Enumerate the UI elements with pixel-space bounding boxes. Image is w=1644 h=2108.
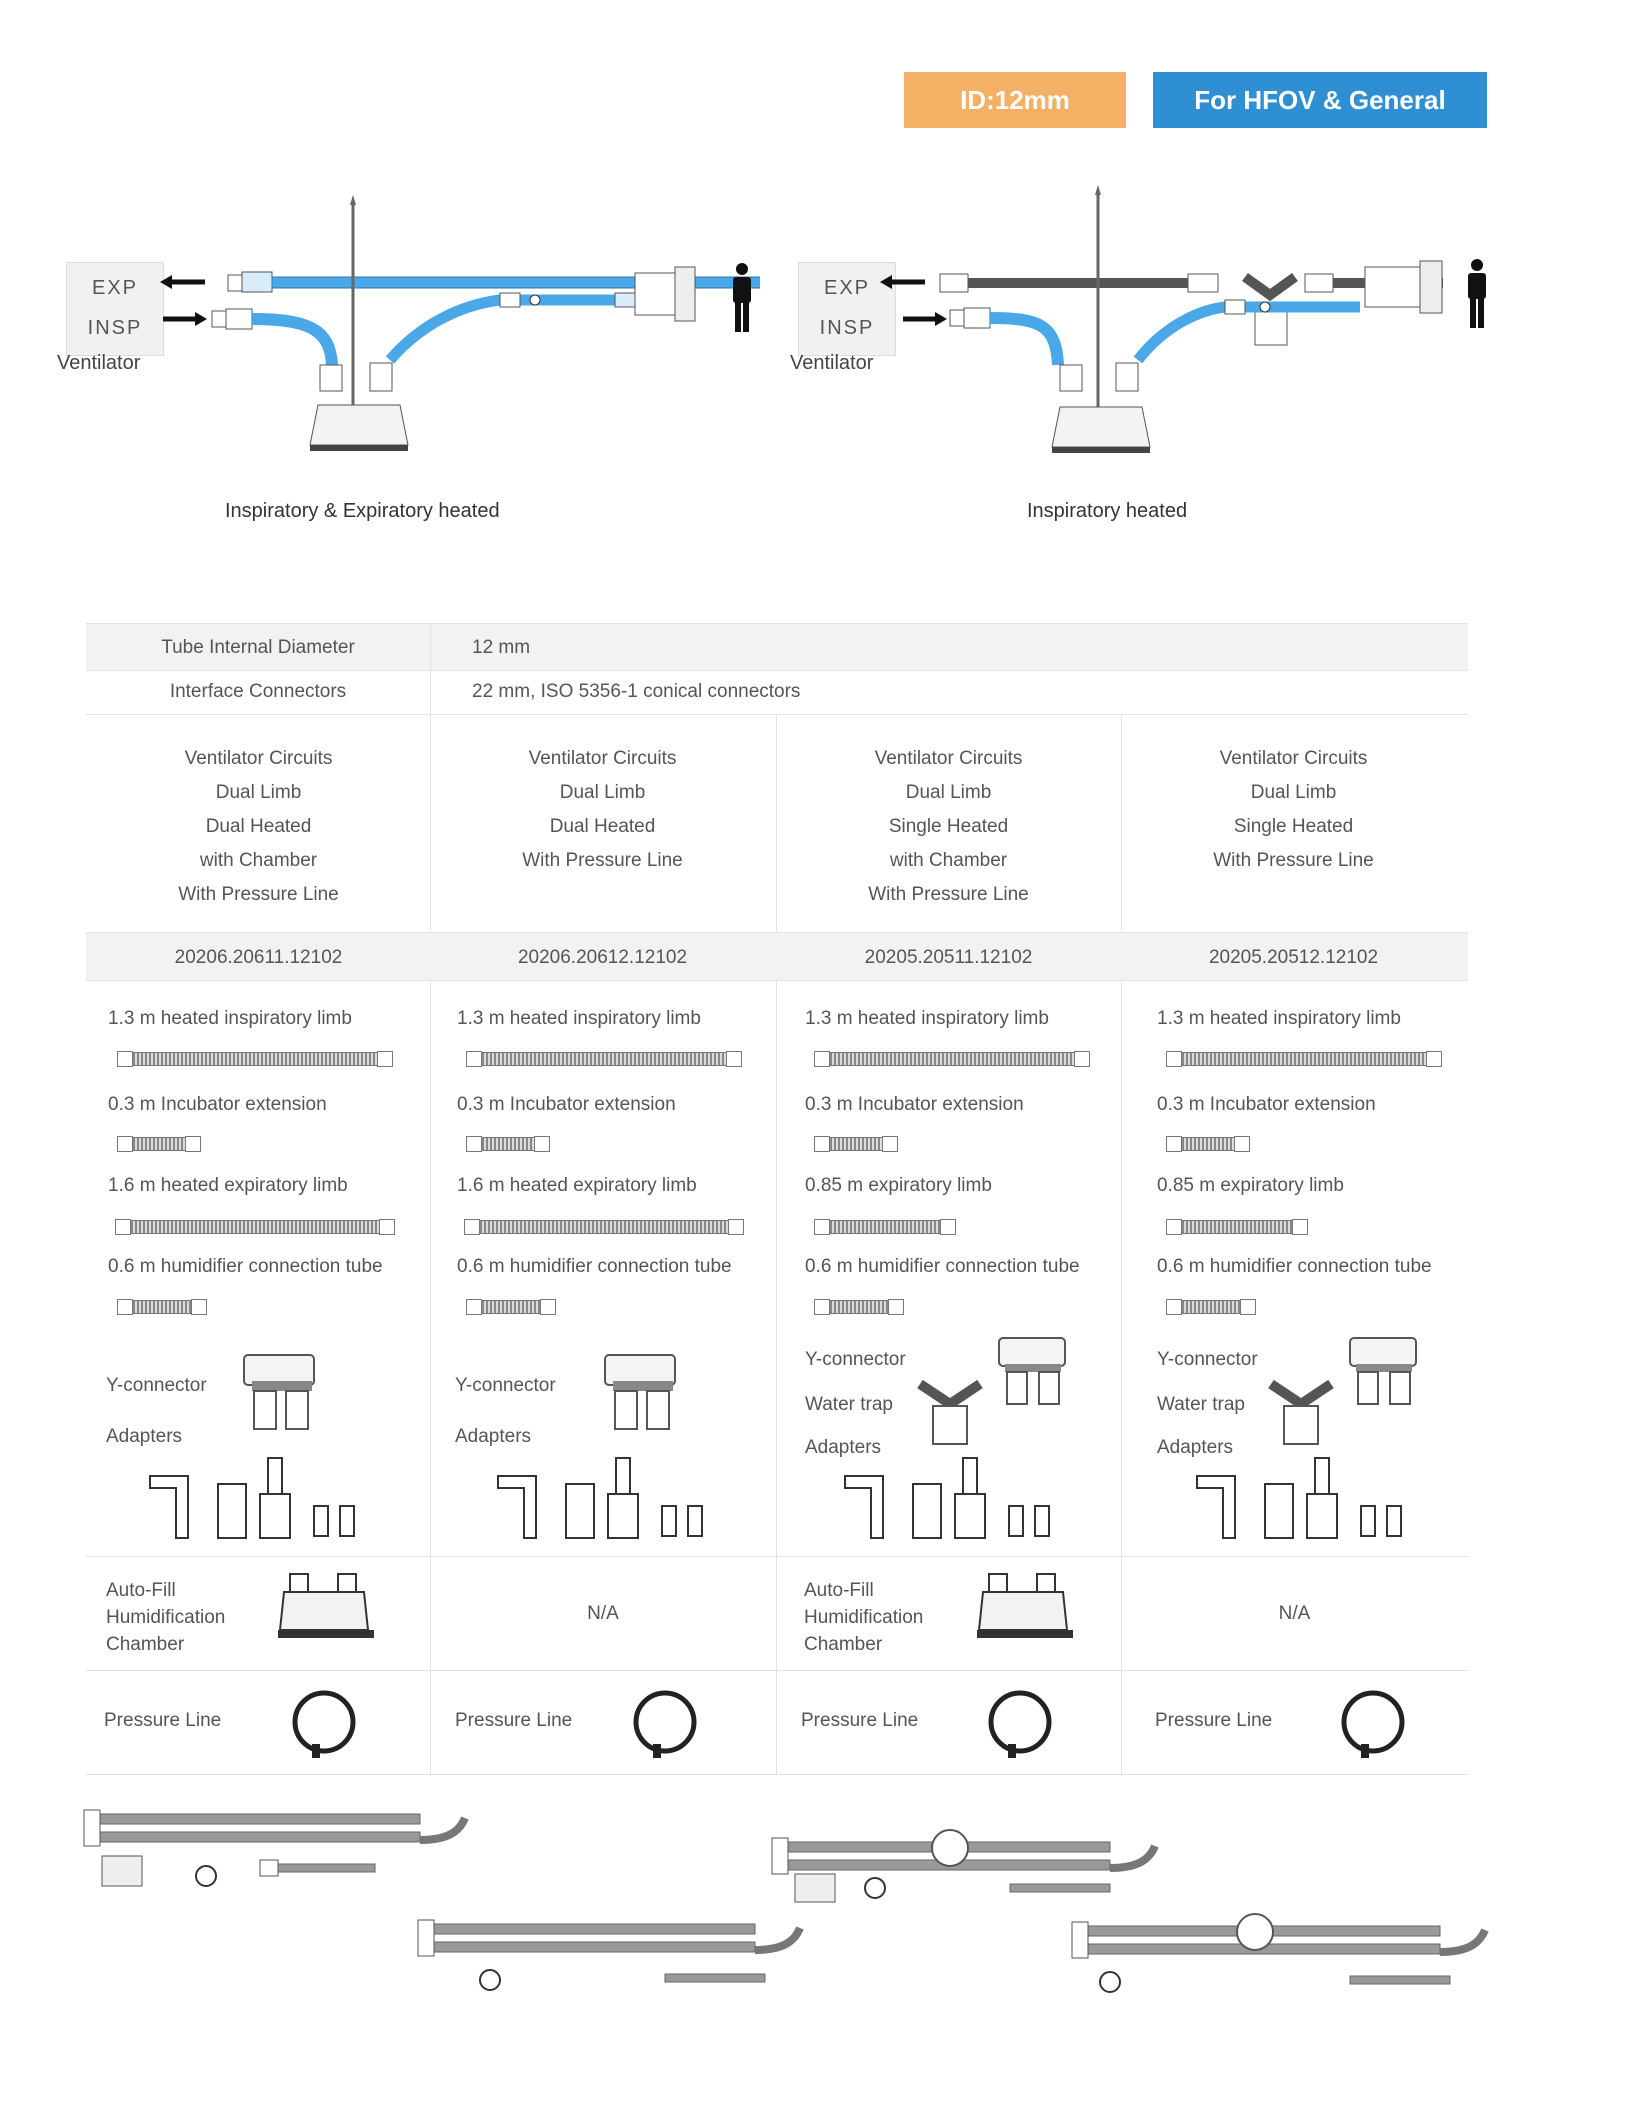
product-name-2 — [430, 742, 775, 878]
name-line: Dual Limb — [1250, 782, 1337, 803]
name-line: Dual Limb — [905, 782, 992, 803]
name-line: Dual Limb — [215, 782, 302, 803]
tube-image — [481, 1052, 727, 1066]
name-line: With Pressure Line — [522, 850, 683, 871]
id-badge: ID:12mm — [904, 72, 1126, 128]
circuit-kits-illustration — [80, 1800, 1580, 2000]
humidification-chamber-icon — [276, 1572, 376, 1644]
pressure-line-label: Pressure Line — [1155, 1710, 1273, 1731]
product-code-3: 20205.20511.12102 — [864, 947, 1033, 968]
interface-connectors-label: Interface Connectors — [169, 681, 347, 702]
circuit-illustration-right — [880, 185, 1460, 465]
name-line: Single Heated — [888, 816, 1009, 837]
name-line: Ventilator Circuits — [528, 748, 677, 769]
name-line: Dual Heated — [205, 816, 312, 837]
insp-label: INSP — [87, 317, 143, 339]
pressure-line-icon — [986, 1688, 1056, 1760]
pressure-line-icon — [1339, 1688, 1409, 1760]
product-name-3 — [776, 742, 1121, 912]
kit-2 — [418, 1920, 800, 1990]
exp-label: EXP — [91, 277, 139, 299]
chamber-label-1 — [106, 1577, 225, 1658]
name-line: With Pressure Line — [868, 884, 1029, 905]
y-connector-icon — [603, 1353, 683, 1433]
chamber-line: Humidification — [106, 1607, 226, 1628]
tube-image — [132, 1052, 378, 1066]
name-line: Ventilator Circuits — [1219, 748, 1368, 769]
water-trap-icon — [915, 1336, 1075, 1446]
item-humidifier-tube: 0.6 m humidifier connection tube — [457, 1256, 732, 1277]
item-incubator-extension: 0.3 m Incubator extension — [1157, 1094, 1376, 1115]
name-line: Ventilator Circuits — [184, 748, 333, 769]
tube-image — [1181, 1220, 1293, 1234]
pressure-line-label: Pressure Line — [104, 1710, 222, 1731]
tube-image — [829, 1220, 941, 1234]
adapters-icon — [496, 1456, 716, 1540]
name-line: with Chamber — [889, 850, 1008, 871]
pressure-line-label: Pressure Line — [801, 1710, 919, 1731]
tube-image — [130, 1220, 380, 1234]
adapters-label: Adapters — [805, 1437, 882, 1458]
item-incubator-extension: 0.3 m Incubator extension — [457, 1094, 676, 1115]
patient-icon-left — [727, 262, 757, 334]
tube-image — [829, 1137, 883, 1151]
chamber-label-3 — [804, 1577, 923, 1658]
name-line: Ventilator Circuits — [874, 748, 1023, 769]
item-inspiratory-limb: 1.3 m heated inspiratory limb — [108, 1008, 352, 1029]
item-expiratory-limb: 1.6 m heated expiratory limb — [108, 1175, 348, 1196]
tube-image — [132, 1300, 192, 1314]
y-connector-label: Y-connector — [1157, 1349, 1258, 1370]
name-line: Dual Limb — [559, 782, 646, 803]
chamber-line: Chamber — [804, 1634, 883, 1655]
chamber-line: Auto-Fill — [106, 1580, 176, 1601]
tube-image — [481, 1137, 535, 1151]
name-line: With Pressure Line — [1213, 850, 1374, 871]
adapters-icon — [1195, 1456, 1415, 1540]
product-name-1 — [86, 742, 431, 912]
ventilator-label-right: Ventilator — [790, 352, 874, 374]
insp-label: INSP — [819, 317, 875, 339]
circuit-illustration-left — [160, 195, 760, 465]
tube-diameter-value: 12 mm — [472, 637, 531, 658]
tube-image — [1181, 1300, 1241, 1314]
adapters-label: Adapters — [106, 1426, 183, 1447]
chamber-line: Humidification — [804, 1607, 924, 1628]
tube-image — [479, 1220, 729, 1234]
humidification-chamber-icon — [975, 1572, 1075, 1644]
item-expiratory-limb: 1.6 m heated expiratory limb — [457, 1175, 697, 1196]
item-incubator-extension: 0.3 m Incubator extension — [805, 1094, 1024, 1115]
product-name-4 — [1121, 742, 1466, 878]
pressure-line-icon — [290, 1688, 360, 1760]
pressure-line-label: Pressure Line — [455, 1710, 573, 1731]
tube-image — [1181, 1052, 1427, 1066]
product-code-1: 20206.20611.12102 — [174, 947, 343, 968]
water-trap-label: Water trap — [805, 1394, 893, 1415]
tube-diameter-label: Tube Internal Diameter — [161, 637, 355, 658]
kit-4 — [1072, 1914, 1485, 1992]
item-expiratory-limb: 0.85 m expiratory limb — [1157, 1175, 1344, 1196]
name-line: Single Heated — [1233, 816, 1354, 837]
y-connector-icon — [242, 1353, 322, 1433]
item-inspiratory-limb: 1.3 m heated inspiratory limb — [805, 1008, 1049, 1029]
tube-image — [829, 1300, 889, 1314]
patient-icon-right — [1462, 258, 1492, 330]
pressure-line-icon — [631, 1688, 701, 1760]
kit-1 — [84, 1810, 465, 1886]
tube-image — [1181, 1137, 1235, 1151]
item-humidifier-tube: 0.6 m humidifier connection tube — [108, 1256, 383, 1277]
kit-3 — [772, 1830, 1155, 1902]
product-code-4: 20205.20512.12102 — [1208, 947, 1379, 968]
ventilator-label-left: Ventilator — [57, 352, 141, 374]
item-humidifier-tube: 0.6 m humidifier connection tube — [1157, 1256, 1432, 1277]
name-line: with Chamber — [199, 850, 318, 871]
y-connector-label: Y-connector — [106, 1375, 207, 1396]
item-expiratory-limb: 0.85 m expiratory limb — [805, 1175, 992, 1196]
item-incubator-extension: 0.3 m Incubator extension — [108, 1094, 327, 1115]
tube-image — [132, 1137, 186, 1151]
hfov-badge: For HFOV & General — [1153, 72, 1487, 128]
item-inspiratory-limb: 1.3 m heated inspiratory limb — [457, 1008, 701, 1029]
tube-image — [481, 1300, 541, 1314]
adapters-icon — [148, 1456, 368, 1540]
product-code-2: 20206.20612.12102 — [517, 947, 688, 968]
adapters-icon — [843, 1456, 1063, 1540]
left-diagram-caption: Inspiratory & Expiratory heated — [225, 500, 500, 522]
exp-label: EXP — [823, 277, 871, 299]
right-diagram-caption: Inspiratory heated — [1027, 500, 1188, 522]
name-line: Dual Heated — [549, 816, 656, 837]
item-humidifier-tube: 0.6 m humidifier connection tube — [805, 1256, 1080, 1277]
adapters-label: Adapters — [455, 1426, 532, 1447]
tube-image — [829, 1052, 1075, 1066]
item-inspiratory-limb: 1.3 m heated inspiratory limb — [1157, 1008, 1401, 1029]
chamber-line: Auto-Fill — [804, 1580, 874, 1601]
adapters-label: Adapters — [1157, 1437, 1234, 1458]
y-connector-label: Y-connector — [805, 1349, 906, 1370]
chamber-line: Chamber — [106, 1634, 185, 1655]
water-trap-icon — [1266, 1336, 1426, 1446]
ventilator-box-left — [66, 262, 164, 356]
water-trap-label: Water trap — [1157, 1394, 1245, 1415]
chamber-na-2: N/A — [587, 1603, 619, 1624]
y-connector-label: Y-connector — [455, 1375, 556, 1396]
chamber-na-4: N/A — [1278, 1603, 1311, 1624]
interface-connectors-value: 22 mm, ISO 5356-1 conical connectors — [472, 681, 801, 702]
name-line: With Pressure Line — [178, 884, 339, 905]
